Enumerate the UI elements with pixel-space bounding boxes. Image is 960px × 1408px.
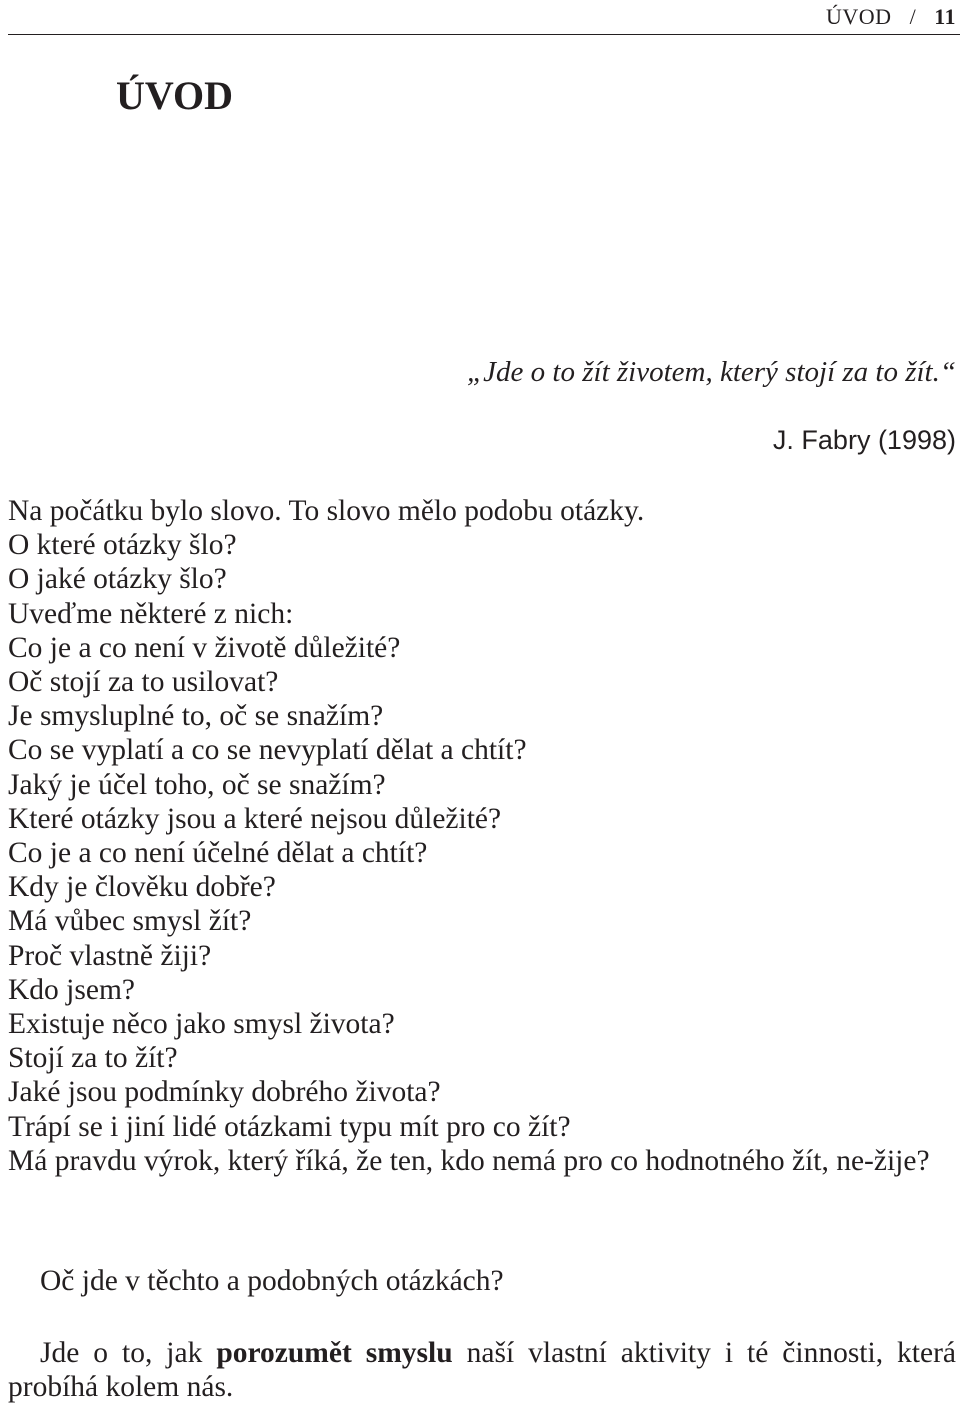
question-list	[8, 494, 956, 1178]
list-item: Jaký je účel toho, oč se snažím?	[8, 768, 386, 801]
epigraph-author: J. Fabry (1998)	[772, 425, 956, 455]
list-item: Jaké jsou podmínky dobrého života?	[8, 1076, 441, 1109]
list-item: Oč stojí za to usilovat?	[8, 666, 279, 699]
running-head-separator: /	[909, 4, 917, 29]
list-item: Které otázky jsou a které nejsou důležité?	[8, 802, 502, 835]
list-item: Proč vlastně žiji?	[8, 939, 212, 972]
answer-text-start: Jde o to, jak	[40, 1337, 217, 1369]
running-head-section: ÚVOD	[826, 4, 892, 29]
list-item: Co je a co není v životě důležité?	[8, 631, 401, 664]
paragraph-answer	[8, 1336, 956, 1404]
list-item: Uveďme některé z nich:	[8, 597, 294, 630]
list-item: O které otázky šlo?	[8, 529, 237, 562]
list-item: Kdy je člověku dobře?	[8, 871, 276, 904]
list-item: Trápí se i jiní lidé otázkami typu mít pro co žít?	[8, 1110, 571, 1143]
answer-text-end: naší vlastní aktivity i té činnosti, která probíhá kolem nás.	[8, 1337, 956, 1403]
list-item: Existuje něco jako smysl života?	[8, 1008, 395, 1041]
header-rule	[8, 34, 960, 35]
list-item: Co je a co není účelné dělat a chtít?	[8, 837, 428, 870]
list-item: Na počátku bylo slovo. To slovo mělo podobu otázky.	[8, 495, 645, 527]
list-item: Kdo jsem?	[8, 973, 135, 1006]
list-item: Co se vyplatí a co se nevyplatí dělat a chtít?	[8, 734, 527, 767]
list-item: O jaké otázky šlo?	[8, 563, 227, 596]
epigraph-quote: „Jde o to žít životem, který stojí za to žít.“	[467, 356, 956, 388]
chapter-title: ÚVOD	[116, 73, 233, 118]
page-number: 11	[934, 4, 956, 29]
list-item: Má vůbec smysl žít?	[8, 905, 252, 938]
list-item: Má pravdu výrok, který říká, že ten, kdo nemá pro co hodnotného žít, ne-žije?	[8, 1144, 930, 1177]
answer-emphasis: porozumět smyslu	[216, 1337, 453, 1369]
list-item: Je smysluplné to, oč se snažím?	[8, 700, 384, 733]
paragraph-question: Oč jde v těchto a podobných otázkách?	[40, 1265, 504, 1297]
list-item: Stojí za to žít?	[8, 1042, 178, 1075]
running-head	[826, 4, 956, 30]
